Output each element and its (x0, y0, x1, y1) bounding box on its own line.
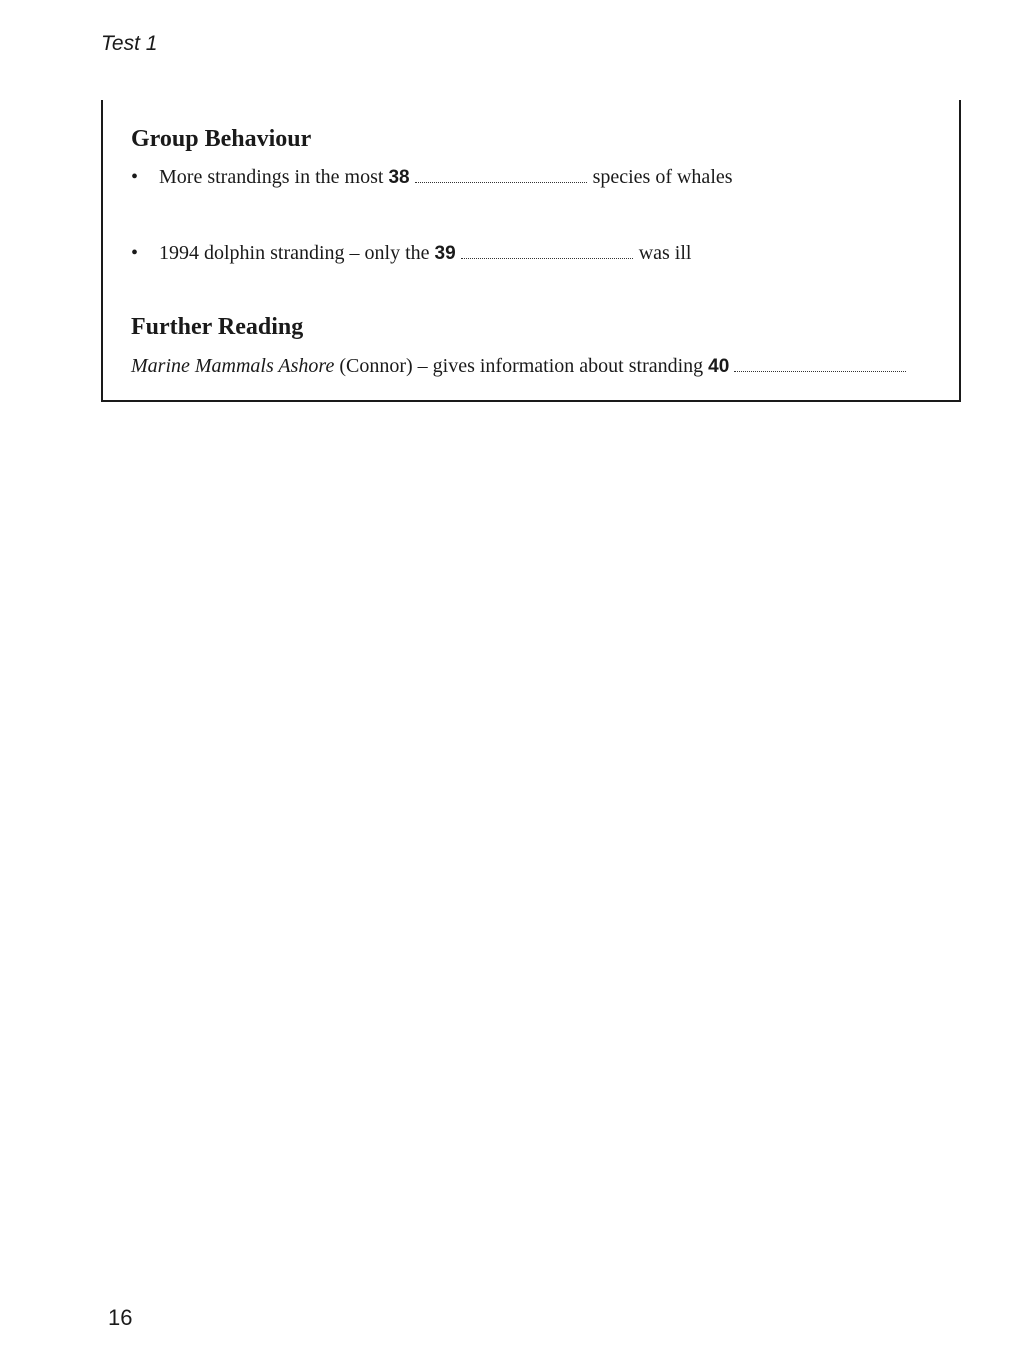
question-39-line (131, 242, 691, 265)
question-number-39: 39 (434, 243, 456, 264)
section-heading-group-behaviour: Group Behaviour (131, 126, 312, 152)
question-38-text-after: species of whales (592, 166, 733, 188)
question-40-text: (Connor) – gives information about stranding (334, 355, 704, 377)
question-40-line (131, 355, 912, 378)
book-title: Marine Mammals Ashore (131, 355, 335, 377)
question-39-text-before: 1994 dolphin stranding – only the (159, 242, 430, 264)
test-label: Test 1 (101, 32, 158, 55)
bullet: • (131, 242, 139, 264)
page-number: 16 (108, 1305, 133, 1330)
notes-box (101, 100, 961, 402)
section-heading-further-reading: Further Reading (131, 314, 304, 340)
question-number-38: 38 (388, 167, 410, 188)
bullet: • (131, 166, 139, 188)
answer-blank-39[interactable] (461, 257, 633, 259)
question-number-40: 40 (708, 356, 730, 377)
question-39-text-after: was ill (638, 242, 692, 264)
answer-blank-40[interactable] (734, 370, 906, 372)
question-38-text-before: More strandings in the most (159, 166, 384, 188)
question-38-line (131, 166, 733, 189)
answer-blank-38[interactable] (415, 181, 587, 183)
